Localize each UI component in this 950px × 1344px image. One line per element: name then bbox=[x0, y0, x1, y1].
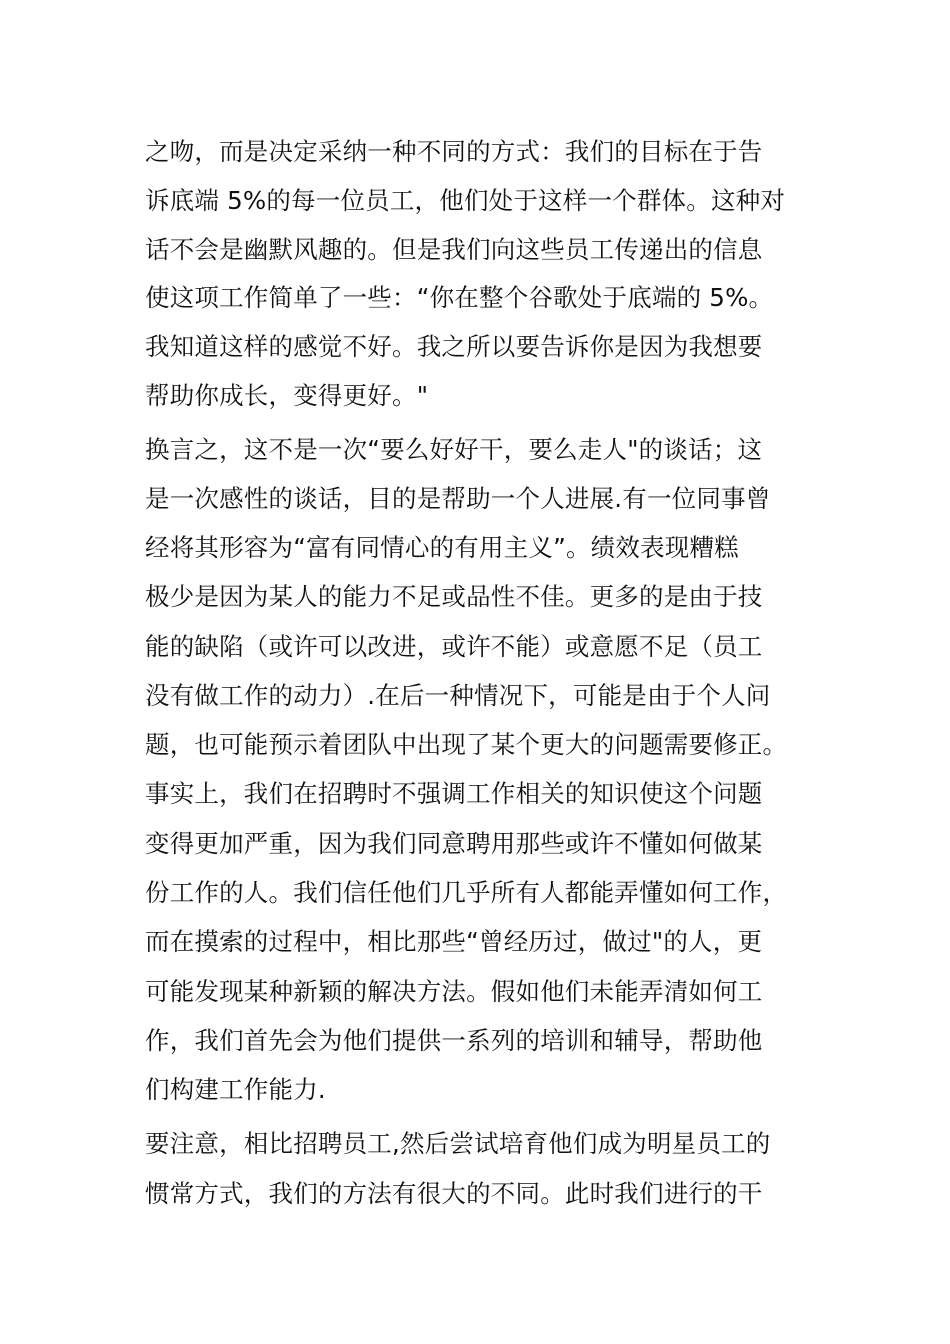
text-line: 诉底端 5%的每一位员工，他们处于这样一个群体。这种对 bbox=[145, 186, 786, 215]
text-line: 之吻，而是决定采纳一种不同的方式：我们的目标在于告 bbox=[145, 137, 763, 166]
text-line: 们构建工作能力. bbox=[145, 1075, 326, 1104]
text-line: 题，也可能预示着团队中出现了某个更大的问题需要修正。 bbox=[145, 730, 788, 759]
text-line: 而在摸索的过程中，相比那些“曾经历过，做过"的人，更 bbox=[145, 927, 763, 956]
text-line: 极少是因为某人的能力不足或品性不佳。更多的是由于技 bbox=[145, 582, 763, 611]
text-line: 份工作的人。我们信任他们几乎所有人都能弄懂如何工作， bbox=[145, 878, 788, 907]
text-line: 变得更加严重，因为我们同意聘用那些或许不懂如何做某 bbox=[145, 829, 763, 858]
text-line: 没有做工作的动力）.在后一种情况下，可能是由于个人问 bbox=[145, 681, 771, 710]
text-line: 帮助你成长，变得更好。" bbox=[145, 381, 429, 410]
text-line: 能的缺陷（或许可以改进，或许不能）或意愿不足（员工 bbox=[145, 632, 763, 661]
text-line: 要注意，相比招聘员工,然后尝试培育他们成为明星员工的 bbox=[145, 1129, 771, 1158]
text-line: 换言之，这不是一次“要么好好干，要么走人"的谈话；这 bbox=[145, 435, 763, 464]
text-line: 经将其形容为“富有同情心的有用主义”。绩效表现糟糕 bbox=[145, 533, 739, 562]
text-line: 惯常方式，我们的方法有很大的不同。此时我们进行的干 bbox=[145, 1179, 763, 1208]
text-line: 话不会是幽默风趣的。但是我们向这些员工传递出的信息 bbox=[145, 235, 763, 264]
text-line: 可能发现某种新颖的解决方法。假如他们未能弄清如何工 bbox=[145, 977, 763, 1006]
text-line: 作，我们首先会为他们提供一系列的培训和辅导，帮助他 bbox=[145, 1026, 763, 1055]
text-line: 使这项工作简单了一些：“你在整个谷歌处于底端的 5%。 bbox=[145, 283, 774, 312]
text-line: 是一次感性的谈话，目的是帮助一个人进展.有一位同事曾 bbox=[145, 484, 771, 513]
text-line: 我知道这样的感觉不好。我之所以要告诉你是因为我想要 bbox=[145, 332, 763, 361]
text-line: 事实上，我们在招聘时不强调工作相关的知识使这个问题 bbox=[145, 779, 763, 808]
